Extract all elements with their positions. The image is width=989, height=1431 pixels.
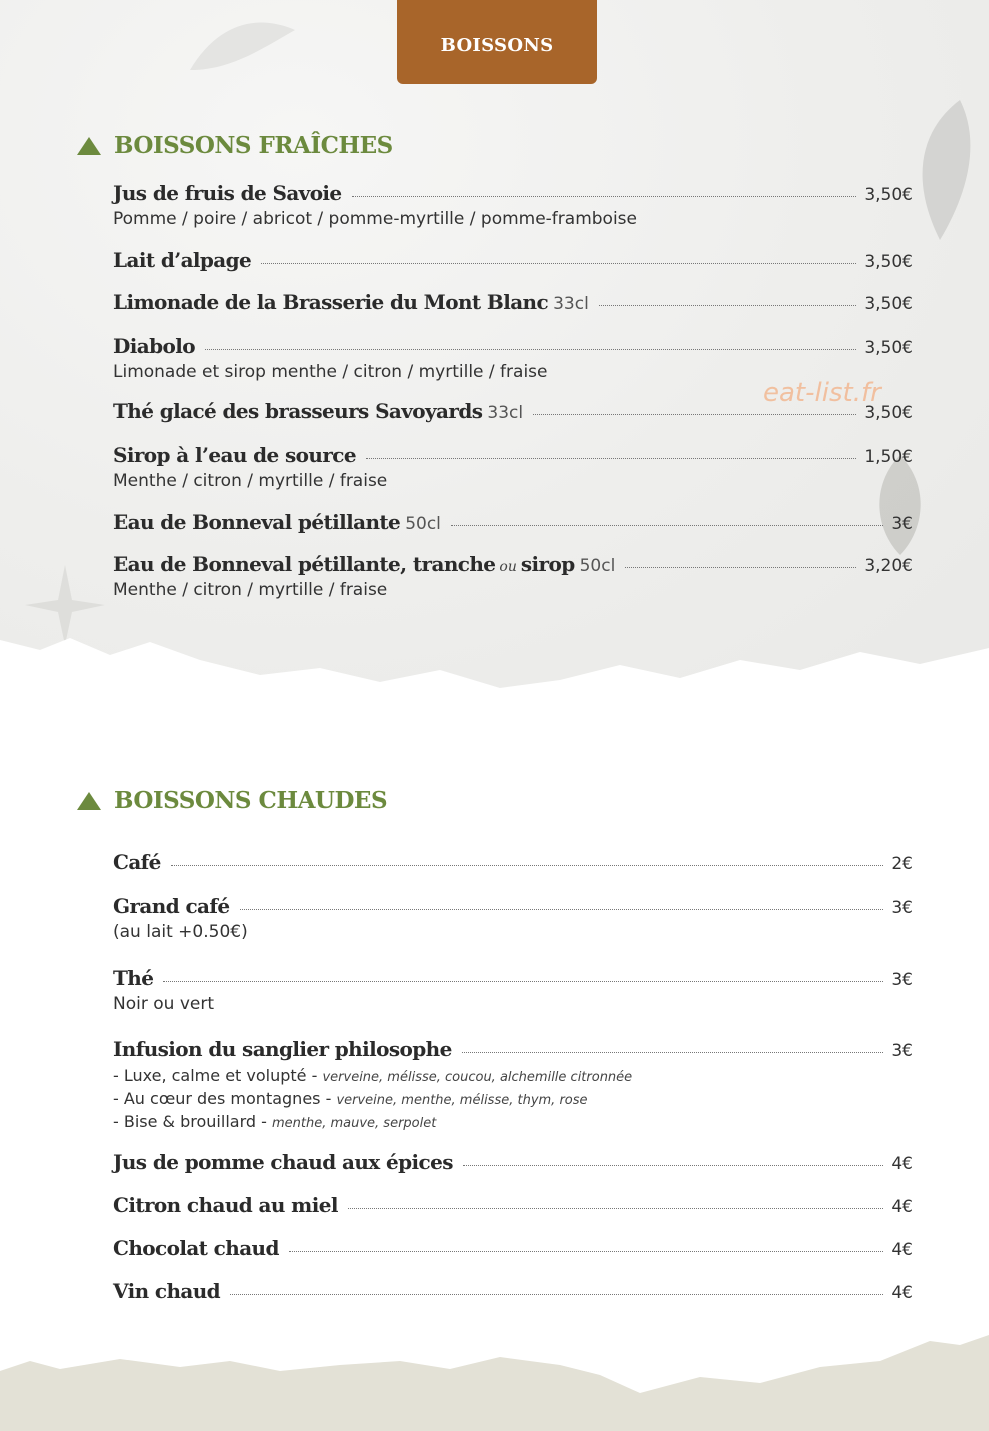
item-description: (au lait +0.50€) (113, 922, 248, 942)
menu-item (113, 443, 913, 491)
item-name: Citron chaud au miel (113, 1193, 338, 1217)
item-price: 4€ (891, 1197, 913, 1217)
menu-item (113, 552, 913, 600)
leader-dots (625, 567, 856, 568)
section-title-cold-drinks (77, 132, 393, 159)
infusion-list (113, 1065, 913, 1134)
menu-item (113, 248, 913, 272)
item-price: 1,50€ (864, 447, 913, 467)
item-price: 3€ (891, 514, 913, 534)
item-price: 3€ (891, 970, 913, 990)
infusion-name: - Au cœur des montagnes - (113, 1089, 332, 1108)
mountain-silhouette-decoration (0, 1331, 989, 1431)
menu-item (113, 334, 913, 382)
menu-item (113, 290, 913, 314)
category-tab: BOISSONS (397, 0, 597, 84)
menu-item (113, 1279, 913, 1303)
mountain-triangle-icon (77, 792, 101, 810)
item-name: Diabolo (113, 334, 195, 358)
item-price: 3,50€ (864, 185, 913, 205)
infusion-option (113, 1065, 913, 1088)
item-name: Lait d’alpage (113, 248, 252, 272)
infusion-option (113, 1088, 913, 1111)
leader-dots (289, 1251, 883, 1252)
menu-item (113, 1193, 913, 1217)
section-title-text: BOISSONS FRAÎCHES (114, 132, 393, 159)
menu-item (113, 399, 913, 423)
item-price: 3,50€ (864, 252, 913, 272)
section-title-text: BOISSONS CHAUDES (114, 787, 388, 814)
item-price: 4€ (891, 1240, 913, 1260)
leader-dots (230, 1294, 883, 1295)
item-volume: 50cl (405, 514, 441, 534)
item-name: Thé (113, 966, 154, 990)
menu-item (113, 894, 913, 942)
leader-dots (352, 196, 857, 197)
item-volume: 33cl (553, 294, 589, 314)
item-name: Café (113, 850, 161, 874)
item-description: Menthe / citron / myrtille / fraise (113, 471, 388, 491)
infusion-ingredients: verveine, mélisse, coucou, alchemille citronnée (322, 1070, 633, 1085)
item-name: Grand café (113, 894, 230, 918)
watermark: eat-list.fr (763, 378, 881, 408)
item-name: Eau de Bonneval pétillante, tranche (113, 552, 496, 576)
item-price: 3,20€ (864, 556, 913, 576)
infusion-option (113, 1111, 913, 1134)
menu-item (113, 510, 913, 534)
leader-dots (533, 414, 856, 415)
item-name: Jus de pomme chaud aux épices (113, 1150, 453, 1174)
item-price: 3,50€ (864, 403, 913, 423)
menu-item (113, 1037, 913, 1134)
item-volume: 50cl (579, 556, 616, 576)
menu-item (113, 1236, 913, 1260)
leader-dots (261, 263, 856, 264)
item-price: 3,50€ (864, 338, 913, 358)
item-name-2: sirop (520, 552, 575, 576)
item-description: Limonade et sirop menthe / citron / myrtille / fraise (113, 362, 548, 382)
leader-dots (205, 349, 856, 350)
item-description: Pomme / poire / abricot / pomme-myrtille / pomme-framboise (113, 209, 637, 229)
item-name: Limonade de la Brasserie du Mont Blanc (113, 290, 549, 314)
menu-item (113, 966, 913, 1014)
item-name: Infusion du sanglier philosophe (113, 1037, 452, 1061)
item-price: 3€ (891, 1041, 913, 1061)
leader-dots (366, 458, 856, 459)
menu-item (113, 850, 913, 874)
leader-dots (451, 525, 883, 526)
infusion-name: - Bise & brouillard - (113, 1112, 267, 1131)
leader-dots (348, 1208, 884, 1209)
leaf-decoration-icon (180, 10, 300, 90)
infusion-ingredients: menthe, mauve, serpolet (271, 1116, 437, 1131)
item-price: 4€ (891, 1283, 913, 1303)
section-title-hot-drinks (77, 787, 387, 814)
item-name: Vin chaud (113, 1279, 221, 1303)
item-volume: 33cl (487, 403, 524, 423)
item-description: Noir ou vert (113, 994, 214, 1014)
leader-dots (462, 1052, 884, 1053)
item-price: 4€ (891, 1154, 913, 1174)
infusion-name: - Luxe, calme et volupté - (113, 1066, 318, 1085)
item-price: 2€ (891, 854, 913, 874)
leader-dots (463, 1165, 884, 1166)
mountain-triangle-icon (77, 137, 101, 155)
torn-paper-edge (0, 620, 989, 710)
leader-dots (163, 981, 883, 982)
item-name: Jus de fruis de Savoie (113, 181, 342, 205)
item-price: 3€ (891, 898, 913, 918)
menu-item (113, 1150, 913, 1174)
item-description: Menthe / citron / myrtille / fraise (113, 580, 388, 600)
item-name: Eau de Bonneval pétillante (113, 510, 401, 534)
item-name: Sirop à l’eau de source (113, 443, 356, 467)
item-price: 3,50€ (864, 294, 913, 314)
item-name: Chocolat chaud (113, 1236, 279, 1260)
menu-item (113, 181, 913, 229)
item-connector: ou (499, 559, 517, 575)
item-name: Thé glacé des brasseurs Savoyards (113, 399, 483, 423)
leader-dots (171, 865, 884, 866)
leader-dots (240, 909, 884, 910)
infusion-ingredients: verveine, menthe, mélisse, thym, rose (336, 1093, 588, 1108)
leader-dots (599, 305, 857, 306)
